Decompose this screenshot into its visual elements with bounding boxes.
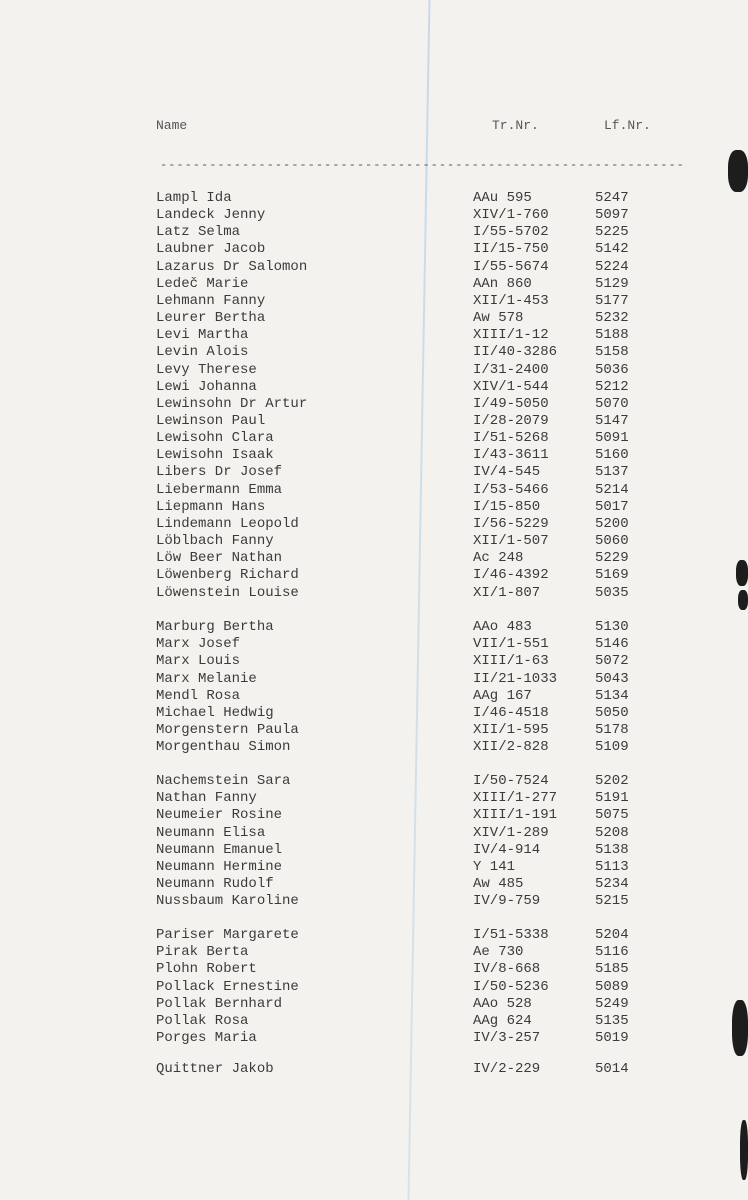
- list-row: [0, 327, 748, 344]
- transport-number: XII/1-453: [473, 292, 549, 309]
- transport-number: AAn 860: [473, 275, 532, 292]
- transport-number: XIV/1-760: [473, 207, 549, 224]
- ink-stain: [728, 150, 748, 192]
- person-name: Pollack Ernestine: [156, 978, 299, 995]
- transport-number: IV/2-229: [473, 1061, 541, 1077]
- person-name: Löwenberg Richard: [156, 567, 299, 584]
- transport-number: I/56-5229: [473, 515, 549, 532]
- list-number: 5158: [595, 344, 629, 361]
- transport-number: Aw 485: [473, 875, 524, 892]
- person-name: Pollak Rosa: [156, 1012, 249, 1029]
- person-name: Liebermann Emma: [156, 481, 283, 498]
- list-number: 5091: [595, 430, 629, 447]
- transport-number: IV/4-914: [473, 841, 541, 858]
- list-number: 5200: [595, 515, 629, 532]
- list-row: [0, 927, 748, 944]
- list-row: [0, 499, 748, 516]
- list-number: 5178: [595, 721, 629, 738]
- list-row: [0, 688, 748, 705]
- person-name: Landeck Jenny: [156, 207, 266, 224]
- list-number: 5234: [595, 875, 629, 892]
- list-number: 5247: [595, 190, 629, 206]
- list-number: 5169: [595, 567, 629, 584]
- list-row: [0, 430, 748, 447]
- person-name: Lewinsohn Dr Artur: [156, 395, 308, 412]
- list-row: [0, 276, 748, 293]
- list-row: [0, 241, 748, 258]
- person-name: Lewisohn Isaak: [156, 447, 274, 464]
- list-row: [0, 259, 748, 276]
- transport-number: IV/4-545: [473, 464, 541, 481]
- transport-number: XIV/1-544: [473, 378, 549, 395]
- list-row: [0, 379, 748, 396]
- transport-number: I/50-5236: [473, 978, 549, 995]
- person-name: Pirak Berta: [156, 944, 249, 961]
- person-name: Lewisohn Clara: [156, 430, 274, 447]
- transport-number: Aw 578: [473, 310, 524, 326]
- list-number: 5214: [595, 481, 629, 498]
- list-number: 5224: [595, 258, 629, 275]
- list-number: 5089: [595, 978, 629, 995]
- list-number: 5070: [595, 395, 629, 412]
- list-row: [0, 671, 748, 688]
- list-row: [0, 464, 748, 481]
- person-name: Nussbaum Karoline: [156, 893, 299, 909]
- list-number: 5191: [595, 790, 629, 807]
- list-number: 5229: [595, 550, 629, 567]
- person-name: Neumann Elisa: [156, 824, 266, 841]
- list-number: 5129: [595, 275, 629, 292]
- transport-number: Ac 248: [473, 550, 524, 567]
- person-name: Latz Selma: [156, 224, 241, 241]
- person-name: Marx Josef: [156, 636, 241, 653]
- transport-number: AAu 595: [473, 190, 532, 206]
- person-name: Marx Melanie: [156, 670, 257, 687]
- person-name: Levin Alois: [156, 344, 249, 361]
- person-name: Marx Louis: [156, 653, 241, 670]
- list-number: 5147: [595, 412, 629, 429]
- transport-number: I/43-3611: [473, 447, 549, 464]
- transport-number: I/51-5338: [473, 927, 549, 943]
- person-name: Nachemstein Sara: [156, 773, 291, 789]
- list-row: [0, 961, 748, 978]
- list-number: 5177: [595, 292, 629, 309]
- list-row: [0, 893, 748, 910]
- list-number: 5204: [595, 927, 629, 943]
- list-row: [0, 619, 748, 636]
- list-number: 5043: [595, 670, 629, 687]
- person-name: Löwenstein Louise: [156, 584, 299, 601]
- person-name: Lindemann Leopold: [156, 515, 299, 532]
- list-number: 5212: [595, 378, 629, 395]
- transport-number: IV/9-759: [473, 893, 541, 909]
- list-number: 5215: [595, 893, 629, 909]
- list-number: 5019: [595, 1029, 629, 1046]
- list-row: [0, 190, 748, 207]
- person-name: Morgenthau Simon: [156, 739, 291, 755]
- list-row: [0, 705, 748, 722]
- list-row: [0, 996, 748, 1013]
- person-name: Löw Beer Nathan: [156, 550, 283, 567]
- list-row: [0, 1013, 748, 1030]
- transport-number: XIII/1-63: [473, 653, 549, 670]
- person-name: Lewinson Paul: [156, 412, 266, 429]
- transport-number: I/55-5674: [473, 258, 549, 275]
- transport-number: I/51-5268: [473, 430, 549, 447]
- transport-number: I/28-2079: [473, 412, 549, 429]
- list-number: 5249: [595, 995, 629, 1012]
- list-row: [0, 516, 748, 533]
- person-name: Porges Maria: [156, 1029, 257, 1046]
- person-name: Lehmann Fanny: [156, 292, 266, 309]
- transport-number: I/15-850: [473, 498, 541, 515]
- list-number: 5138: [595, 841, 629, 858]
- person-name: Neumann Hermine: [156, 858, 283, 875]
- person-name: Pariser Margarete: [156, 927, 299, 943]
- list-row: [0, 362, 748, 379]
- list-row: [0, 585, 748, 602]
- list-row: [0, 722, 748, 739]
- transport-number: Y 141: [473, 858, 516, 875]
- list-number: 5225: [595, 224, 629, 241]
- transport-number: Ae 730: [473, 944, 524, 961]
- transport-number: XII/1-507: [473, 533, 549, 549]
- list-row: [0, 1061, 748, 1078]
- column-header-row: [0, 118, 748, 138]
- transport-number: XII/1-595: [473, 721, 549, 738]
- transport-number: XII/2-828: [473, 739, 549, 755]
- list-number: 5137: [595, 464, 629, 481]
- list-row: [0, 293, 748, 310]
- transport-number: I/53-5466: [473, 481, 549, 498]
- list-row: [0, 825, 748, 842]
- list-row: [0, 224, 748, 241]
- transport-number: XIV/1-289: [473, 824, 549, 841]
- list-row: [0, 310, 748, 327]
- person-name: Löblbach Fanny: [156, 533, 274, 549]
- person-name: Leurer Bertha: [156, 310, 266, 326]
- transport-number: I/55-5702: [473, 224, 549, 241]
- list-row: [0, 790, 748, 807]
- list-number: 5113: [595, 858, 629, 875]
- list-number: 5017: [595, 498, 629, 515]
- transport-number: IV/3-257: [473, 1029, 541, 1046]
- list-row: [0, 1030, 748, 1047]
- list-row: [0, 842, 748, 859]
- person-name: Mendl Rosa: [156, 687, 241, 704]
- list-number: 5050: [595, 704, 629, 721]
- list-row: [0, 653, 748, 670]
- transport-number: XIII/1-12: [473, 327, 549, 344]
- header-divider: ----------------------------------------------------------------: [160, 158, 685, 166]
- list-number: 5160: [595, 447, 629, 464]
- transport-number: XI/1-807: [473, 584, 541, 601]
- transport-number: AAg 624: [473, 1012, 532, 1029]
- list-number: 5036: [595, 361, 629, 378]
- transport-number: I/31-2400: [473, 361, 549, 378]
- list-number: 5075: [595, 807, 629, 824]
- transport-number: I/50-7524: [473, 773, 549, 789]
- transport-number: II/21-1033: [473, 670, 558, 687]
- list-number: 5097: [595, 207, 629, 224]
- header-tr-nr: Tr.Nr.: [492, 118, 539, 133]
- list-number: 5146: [595, 636, 629, 653]
- person-name: Ledeč Marie: [156, 275, 249, 292]
- list-row: [0, 413, 748, 430]
- list-row: [0, 533, 748, 550]
- transport-number: II/15-750: [473, 241, 549, 258]
- header-lf-nr: Lf.Nr.: [604, 118, 651, 133]
- person-name: Lewi Johanna: [156, 378, 257, 395]
- person-name: Michael Hedwig: [156, 704, 274, 721]
- person-name: Lampl Ida: [156, 190, 232, 206]
- list-number: 5202: [595, 773, 629, 789]
- list-number: 5116: [595, 944, 629, 961]
- list-number: 5232: [595, 310, 629, 326]
- list-row: [0, 482, 748, 499]
- list-number: 5014: [595, 1061, 629, 1077]
- person-name: Neumeier Rosine: [156, 807, 283, 824]
- header-name: Name: [156, 118, 188, 133]
- list-number: 5208: [595, 824, 629, 841]
- transport-number: VII/1-551: [473, 636, 549, 653]
- person-name: Liepmann Hans: [156, 498, 266, 515]
- transport-number: AAo 483: [473, 619, 532, 635]
- list-row: [0, 636, 748, 653]
- transport-number: IV/8-668: [473, 961, 541, 978]
- list-row: [0, 344, 748, 361]
- person-name: Neumann Rudolf: [156, 875, 274, 892]
- person-name: Quittner Jakob: [156, 1061, 274, 1077]
- transport-number: AAg 167: [473, 687, 532, 704]
- person-name: Marburg Bertha: [156, 619, 274, 635]
- list-row: [0, 447, 748, 464]
- list-number: 5188: [595, 327, 629, 344]
- transport-number: I/46-4518: [473, 704, 549, 721]
- list-row: [0, 207, 748, 224]
- list-row: [0, 979, 748, 996]
- list-number: 5060: [595, 533, 629, 549]
- person-name: Nathan Fanny: [156, 790, 257, 807]
- transport-number: I/49-5050: [473, 395, 549, 412]
- list-number: 5142: [595, 241, 629, 258]
- list-row: [0, 396, 748, 413]
- person-name: Levi Martha: [156, 327, 249, 344]
- list-number: 5109: [595, 739, 629, 755]
- list-number: 5135: [595, 1012, 629, 1029]
- person-name: Lazarus Dr Salomon: [156, 258, 308, 275]
- person-name: Laubner Jacob: [156, 241, 266, 258]
- list-number: 5185: [595, 961, 629, 978]
- list-row: [0, 944, 748, 961]
- person-name: Plohn Robert: [156, 961, 257, 978]
- list-row: [0, 859, 748, 876]
- list-number: 5072: [595, 653, 629, 670]
- transport-number: I/46-4392: [473, 567, 549, 584]
- transport-number: XIII/1-277: [473, 790, 558, 807]
- person-name: Libers Dr Josef: [156, 464, 283, 481]
- list-row: [0, 550, 748, 567]
- ink-stain: [740, 1120, 748, 1180]
- list-row: [0, 739, 748, 756]
- transport-number: II/40-3286: [473, 344, 558, 361]
- list-number: 5134: [595, 687, 629, 704]
- list-number: 5130: [595, 619, 629, 635]
- transport-number: XIII/1-191: [473, 807, 558, 824]
- list-row: [0, 807, 748, 824]
- person-name: Neumann Emanuel: [156, 841, 283, 858]
- list-row: [0, 567, 748, 584]
- list-row: [0, 876, 748, 893]
- list-row: [0, 773, 748, 790]
- person-name: Morgenstern Paula: [156, 721, 299, 738]
- person-name: Pollak Bernhard: [156, 995, 283, 1012]
- transport-number: AAo 528: [473, 995, 532, 1012]
- person-name: Levy Therese: [156, 361, 257, 378]
- list-number: 5035: [595, 584, 629, 601]
